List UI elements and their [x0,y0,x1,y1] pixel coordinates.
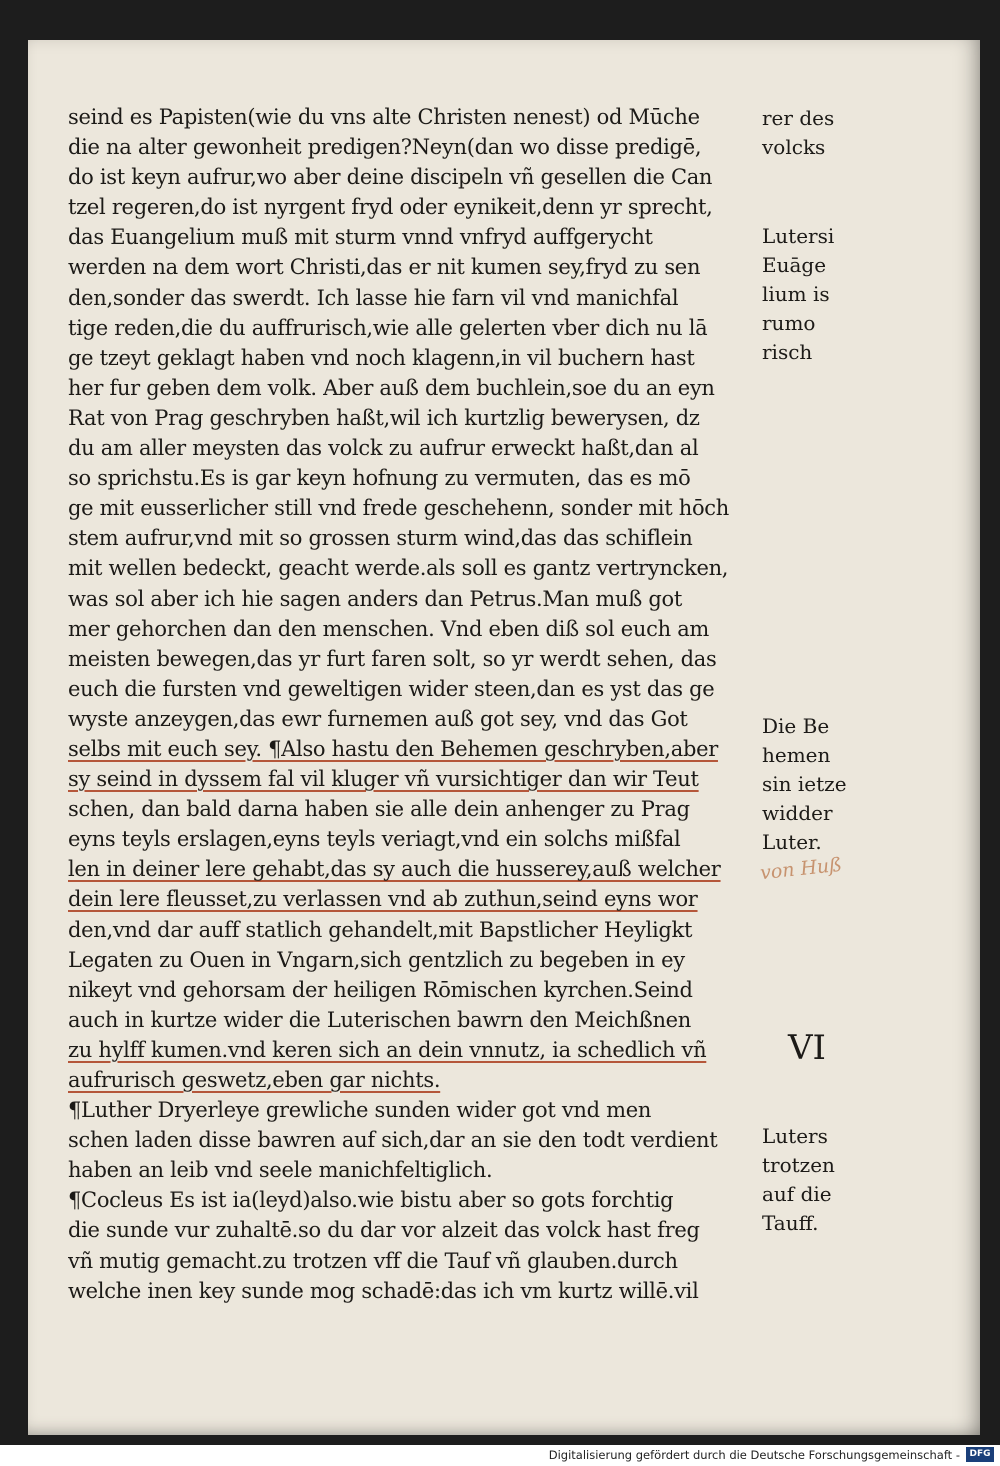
margin-note-3 [762,712,847,857]
margin-note-2 [762,222,834,367]
text-line: sy seind in dyssem fal vil kluger vñ vursichtiger dan wir Teut [68,767,699,792]
text-line: tzel regeren,do ist nyrgent fryd oder eynikeit,denn yr sprecht, [68,195,713,220]
margin-note-line: trotzen [762,1153,835,1177]
margin-note-line: auf die [762,1182,832,1206]
funding-credit: Digitalisierung gefördert durch die Deutsche Forschungsgemeinschaft - [548,1448,960,1462]
dfg-logo: DFG [966,1447,994,1462]
margin-note-line: Die Be [762,714,830,738]
text-line: euch die fursten vnd geweltigen wider steen,dan es yst das ge [68,676,715,701]
margin-note-line: Luter. [762,830,822,854]
text-line: wyste anzeygen,das ewr furnemen auß got sey, vnd das Got [68,706,688,731]
text-line: stem aufrur,vnd mit so grossen sturm wind,das das schiflein [68,526,693,551]
text-line: ¶Cocleus Es ist ia(leyd)also.wie bistu aber so gots forchtig [68,1188,674,1213]
text-line: ge mit eusserlicher still vnd frede geschehenn, sonder mit hōch [68,496,729,521]
footer-bar [0,1445,1000,1466]
text-line: vñ mutig gemacht.zu trotzen vff die Tauf vñ glauben.durch [68,1248,678,1273]
text-line: do ist keyn aufrur,wo aber deine discipeln vñ gesellen die Can [68,165,713,190]
text-line: zu hylff kumen.vnd keren sich an dein vnnutz, ia schedlich vñ [68,1037,707,1062]
handwritten-annotation: von Huß [759,853,843,885]
text-line: her fur geben dem volk. Aber auß dem buchlein,soe du an eyn [68,375,715,400]
text-line: was sol aber ich hie sagen anders dan Petrus.Man muß got [68,586,682,611]
margin-note-line: Luters [762,1124,828,1148]
text-line: meisten bewegen,das yr furt faren solt, so yr werdt sehen, das [68,646,717,671]
section-numeral: VI [788,1028,826,1068]
text-line: Rat von Prag geschryben haßt,wil ich kurtzlig bewerysen, dz [68,405,700,430]
margin-note-line: sin ietze [762,772,847,796]
text-line: haben an leib vnd seele manichfeltiglich. [68,1158,493,1183]
text-line: du am aller meysten das volck zu aufrur erweckt haßt,dan al [68,436,699,461]
margin-note-line: volcks [762,135,826,159]
margin-note-line: Euāge [762,253,827,277]
text-line: welche inen key sunde mog schadē:das ich vm kurtz willē.vil [68,1278,699,1303]
margin-note-line: Tauff. [762,1211,819,1235]
text-line: das Euangelium muß mit sturm vnnd vnfryd auffgerycht [68,225,653,250]
margin-note-line: lium is [762,282,830,306]
text-line: den,vnd dar auff statlich gehandelt,mit Bapstlicher Heyligkt [68,917,693,942]
text-line: schen, dan bald darna haben sie alle dein anhenger zu Prag [68,797,690,822]
text-line: ge tzeyt geklagt haben vnd noch klagenn,in vil buchern hast [68,345,695,370]
text-line: aufrurisch geswetz,eben gar nichts. [68,1068,441,1092]
text-line: mit wellen bedeckt, geacht werde.als soll es gantz vertryncken, [68,556,729,581]
text-line: nikeyt vnd gehorsam der heiligen Rōmischen kyrchen.Seind [68,977,693,1002]
margin-note-4 [762,1122,835,1238]
text-line: die sunde vur zuhaltē.so du dar vor alzeit das volck hast freg [68,1218,700,1243]
margin-note-line: risch [762,340,813,364]
text-line: ¶Luther Dryerleye grewliche sunden wider got vnd men [68,1098,652,1123]
text-line: dein lere fleusset,zu verlassen vnd ab zuthun,seind eyns wor [68,887,698,912]
text-line: auch in kurtze wider die Luterischen bawrn den Meichßnen [68,1007,692,1032]
margin-note-1 [762,104,834,162]
text-line: mer gehorchen dan den menschen. Vnd eben diß sol euch am [68,616,710,641]
text-line: die na alter gewonheit predigen?Neyn(dan wo disse predigē, [68,135,702,160]
text-line: eyns teyls erslagen,eyns teyls veriagt,vnd ein solchs mißfal [68,827,681,852]
margin-note-line: hemen [762,743,831,767]
text-line: so sprichstu.Es is gar keyn hofnung zu vermuten, das es mō [68,466,691,491]
text-line: werden na dem wort Christi,das er nit kumen sey,fryd zu sen [68,255,701,280]
text-line: den,sonder das swerdt. Ich lasse hie farn vil vnd manichfal [68,285,679,310]
text-line: tige reden,die du auffrurisch,wie alle gelerten vber dich nu lā [68,315,708,340]
margin-note-line: Lutersi [762,224,835,248]
text-line: seind es Papisten(wie du vns alte Christen nenest) od Mūche [68,105,700,129]
text-line: len in deiner lere gehabt,das sy auch die husserey,auß welcher [68,857,721,882]
margin-note-line: widder [762,801,833,825]
text-line: Legaten zu Ouen in Vngarn,sich gentzlich zu begeben in ey [68,947,685,972]
text-line: selbs mit euch sey. ¶Also hastu den Behemen geschryben,aber [68,736,718,761]
margin-note-line: rer des [762,106,835,130]
main-text-block [68,102,763,1306]
text-line: schen laden disse bawren auf sich,dar an sie den todt verdient [68,1128,718,1153]
margin-note-line: rumo [762,311,816,335]
